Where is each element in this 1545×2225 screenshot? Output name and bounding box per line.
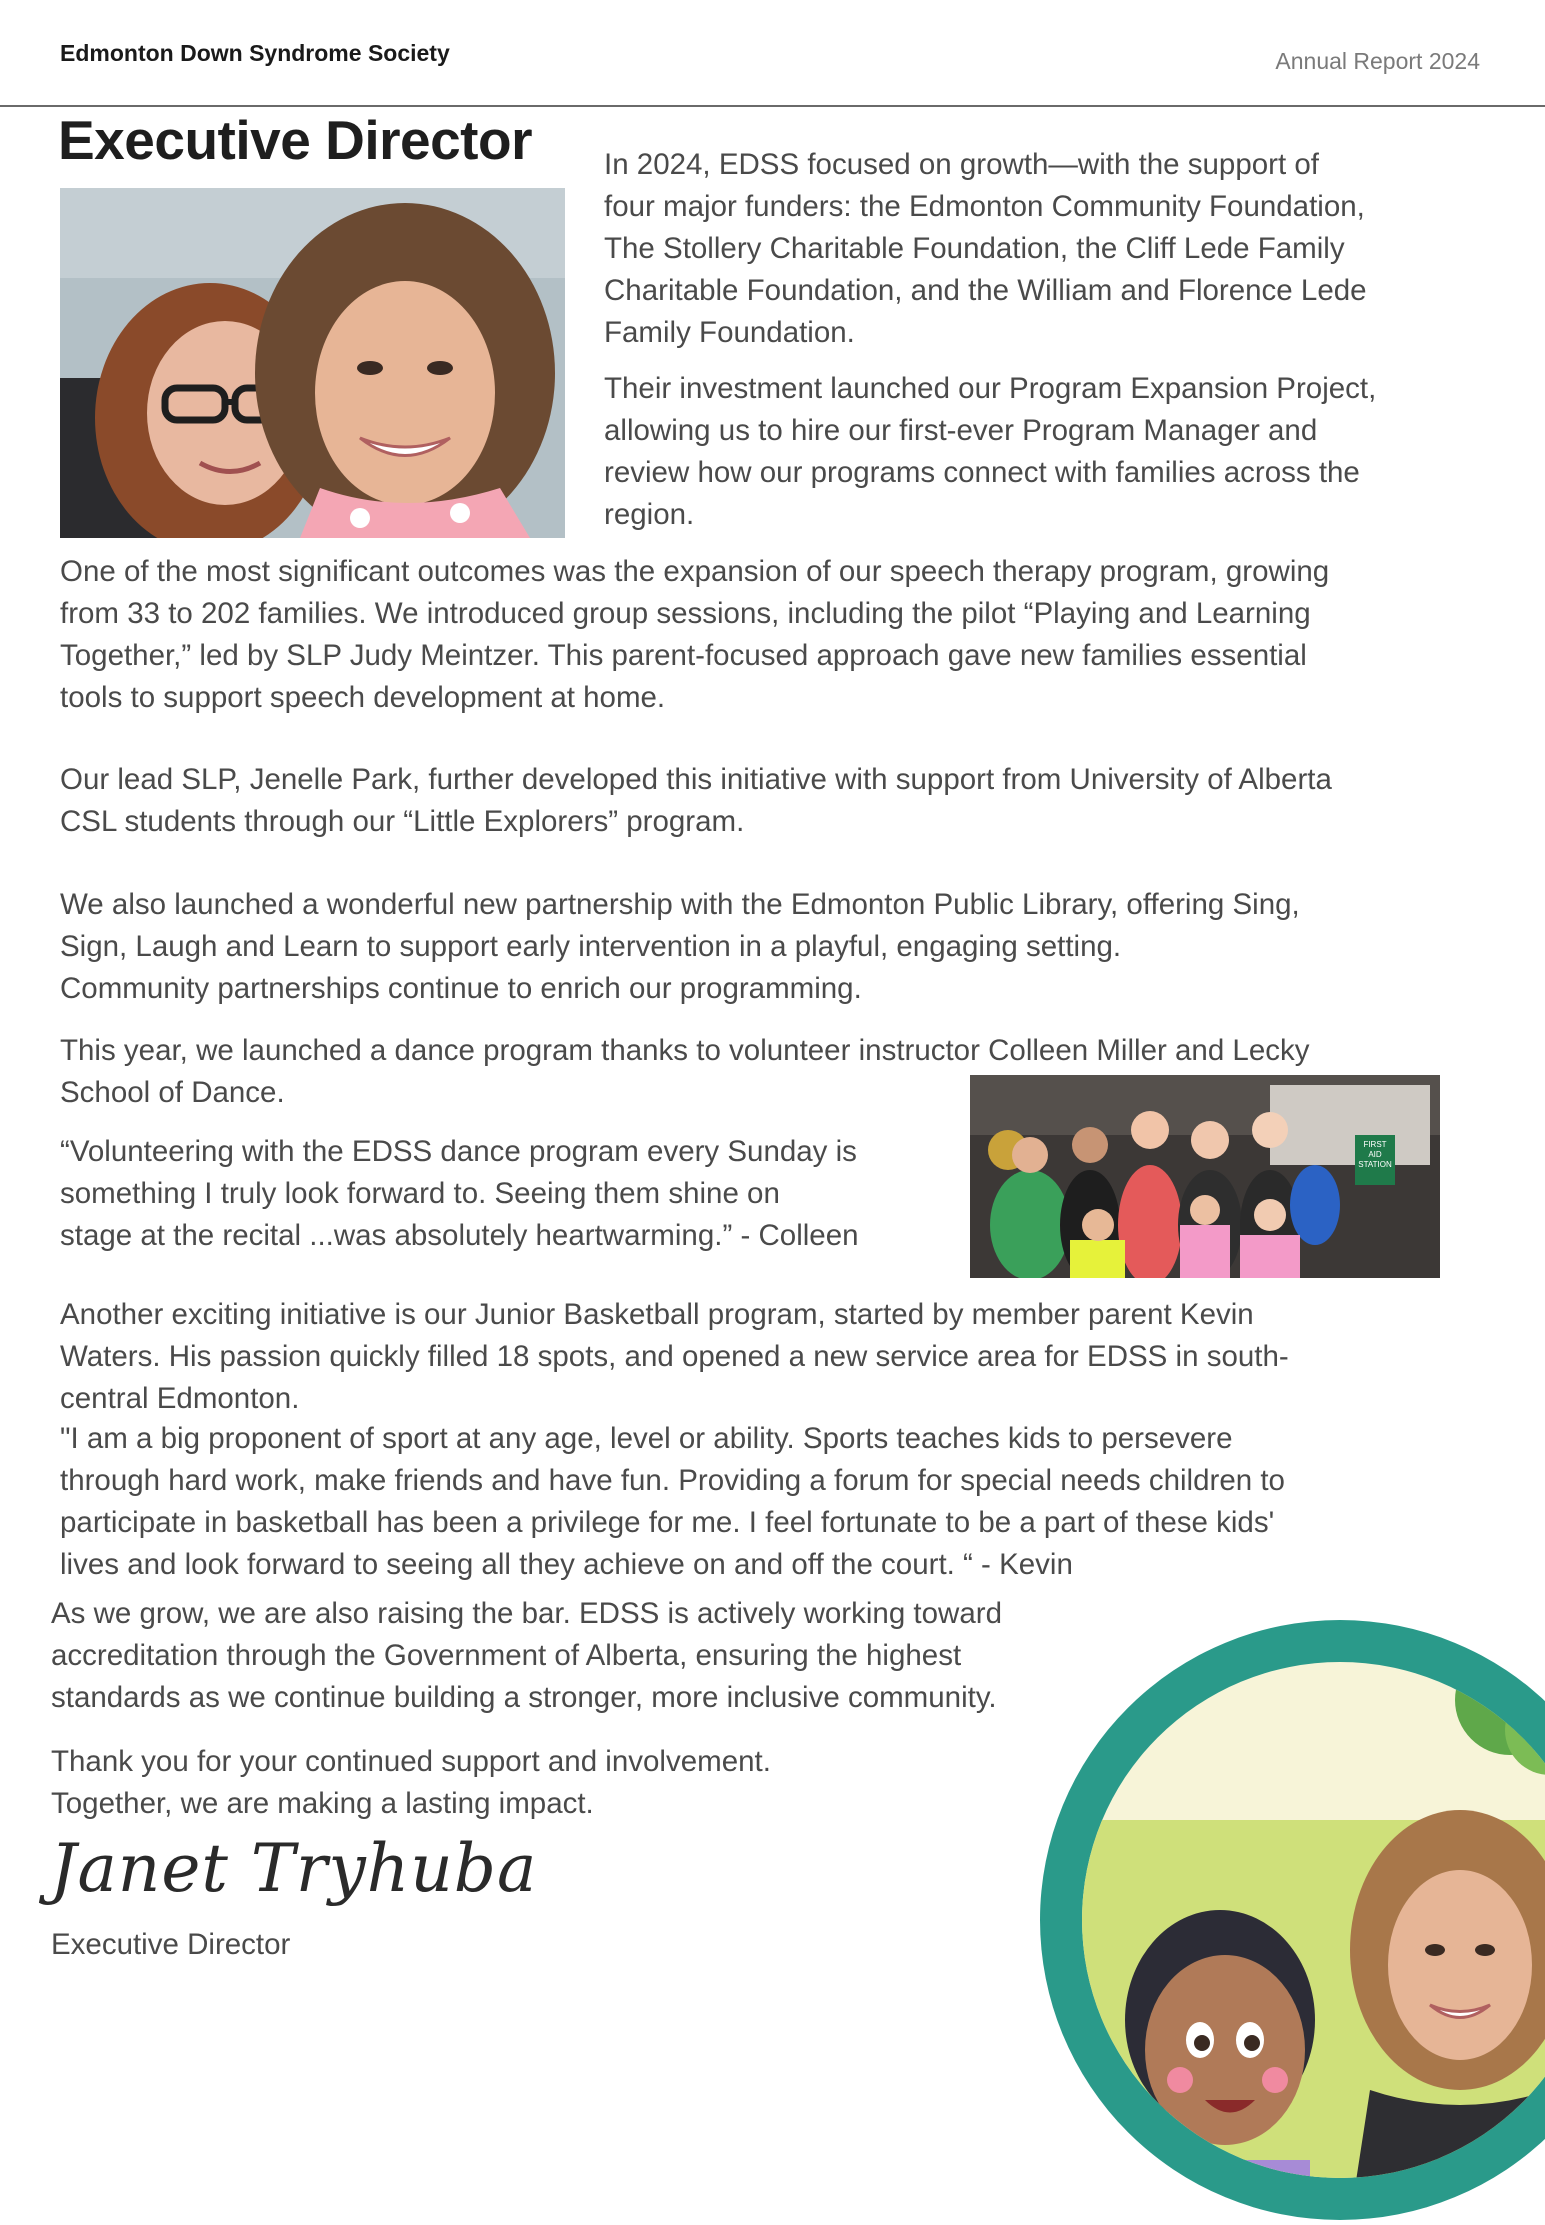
- text-line: CSL students through our “Little Explorers” program.: [60, 805, 745, 838]
- text-line: Sign, Laugh and Learn to support early intervention in a playful, engaging setting.: [60, 930, 1122, 963]
- text-line: "I am a big proponent of sport at any age, level or ability. Sports teaches kids to persevere: [60, 1422, 1233, 1455]
- text-line: from 33 to 202 families. We introduced group sessions, including the pilot “Playing and Learning: [60, 597, 1311, 630]
- text-line: Charitable Foundation, and the William and Florence Lede: [604, 274, 1367, 307]
- text-line: central Edmonton.: [60, 1382, 300, 1415]
- first-aid-sign-line: STATION: [1358, 1160, 1392, 1169]
- text-line: something I truly look forward to. Seeing them shine on: [60, 1177, 780, 1210]
- text-line: “Volunteering with the EDSS dance program every Sunday is: [60, 1135, 857, 1168]
- text-line: standards as we continue building a stronger, more inclusive community.: [51, 1681, 997, 1714]
- text-line: Waters. His passion quickly filled 18 spots, and opened a new service area for EDSS in south-: [60, 1340, 1289, 1373]
- text-line: We also launched a wonderful new partnership with the Edmonton Public Library, offering Sing,: [60, 888, 1300, 921]
- organization-name: Edmonton Down Syndrome Society: [60, 40, 450, 66]
- text-line: participate in basketball has been a privilege for me. I feel fortunate to be a part of these kids': [60, 1506, 1275, 1539]
- text-line: lives and look forward to seeing all they achieve on and off the court. “ - Kevin: [60, 1548, 1073, 1581]
- text-line: four major funders: the Edmonton Community Foundation,: [604, 190, 1365, 223]
- text-line: Another exciting initiative is our Junior Basketball program, started by member parent Kevin: [60, 1298, 1254, 1331]
- text-line: This year, we launched a dance program thanks to volunteer instructor Colleen Miller and Lecky: [60, 1034, 1310, 1067]
- first-aid-sign-line: FIRST: [1363, 1140, 1387, 1149]
- text-line: tools to support speech development at home.: [60, 681, 666, 714]
- text-line: Our lead SLP, Jenelle Park, further developed this initiative with support from University of Alberta: [60, 763, 1332, 796]
- first-aid-sign-line: AID: [1368, 1150, 1382, 1159]
- text-line: In 2024, EDSS focused on growth—with the support of: [604, 148, 1319, 181]
- report-label: Annual Report 2024: [1275, 48, 1480, 74]
- speech-therapy-paragraph: [60, 551, 1520, 719]
- portrait-circle-graphic: [1040, 1620, 1545, 2220]
- text-line: region.: [604, 498, 695, 531]
- colleen-quote: [60, 1131, 970, 1257]
- intro-paragraph-1: [604, 144, 1504, 354]
- signature: Janet Tryhuba: [50, 1830, 538, 1907]
- text-line: Their investment launched our Program Expansion Project,: [604, 372, 1377, 405]
- kevin-quote: [60, 1418, 1520, 1586]
- photo-selfie-two-women: [60, 188, 565, 538]
- intro-paragraph-2: [604, 368, 1504, 536]
- text-line: Community partnerships continue to enrich our programming.: [60, 972, 862, 1005]
- text-line: Together, we are making a lasting impact.: [51, 1787, 594, 1820]
- page-title: Executive Director: [58, 109, 532, 171]
- header-divider: [0, 105, 1545, 107]
- basketball-paragraph: [60, 1294, 1520, 1420]
- text-line: review how our programs connect with families across the: [604, 456, 1360, 489]
- text-line: One of the most significant outcomes was the expansion of our speech therapy program, growing: [60, 555, 1330, 588]
- text-line: As we grow, we are also raising the bar. EDSS is actively working toward: [51, 1597, 1002, 1630]
- text-line: Family Foundation.: [604, 316, 855, 349]
- text-line: accreditation through the Government of Alberta, ensuring the highest: [51, 1639, 962, 1672]
- text-line: Thank you for your continued support and involvement.: [51, 1745, 771, 1778]
- thank-you-paragraph: [51, 1741, 1051, 1825]
- signature-role: Executive Director: [51, 1928, 291, 1961]
- text-line: School of Dance.: [60, 1076, 285, 1109]
- lead-slp-paragraph: [60, 759, 1520, 843]
- text-line: The Stollery Charitable Foundation, the Cliff Lede Family: [604, 232, 1345, 265]
- text-line: through hard work, make friends and have fun. Providing a forum for special needs children to: [60, 1464, 1285, 1497]
- text-line: Together,” led by SLP Judy Meintzer. This parent-focused approach gave new families essential: [60, 639, 1307, 672]
- photo-dance-group: [970, 1075, 1440, 1278]
- accreditation-paragraph: [51, 1593, 1111, 1719]
- library-partnership-paragraph: [60, 884, 1520, 1010]
- text-line: allowing us to hire our first-ever Program Manager and: [604, 414, 1318, 447]
- text-line: stage at the recital ...was absolutely heartwarming.” - Colleen: [60, 1219, 859, 1252]
